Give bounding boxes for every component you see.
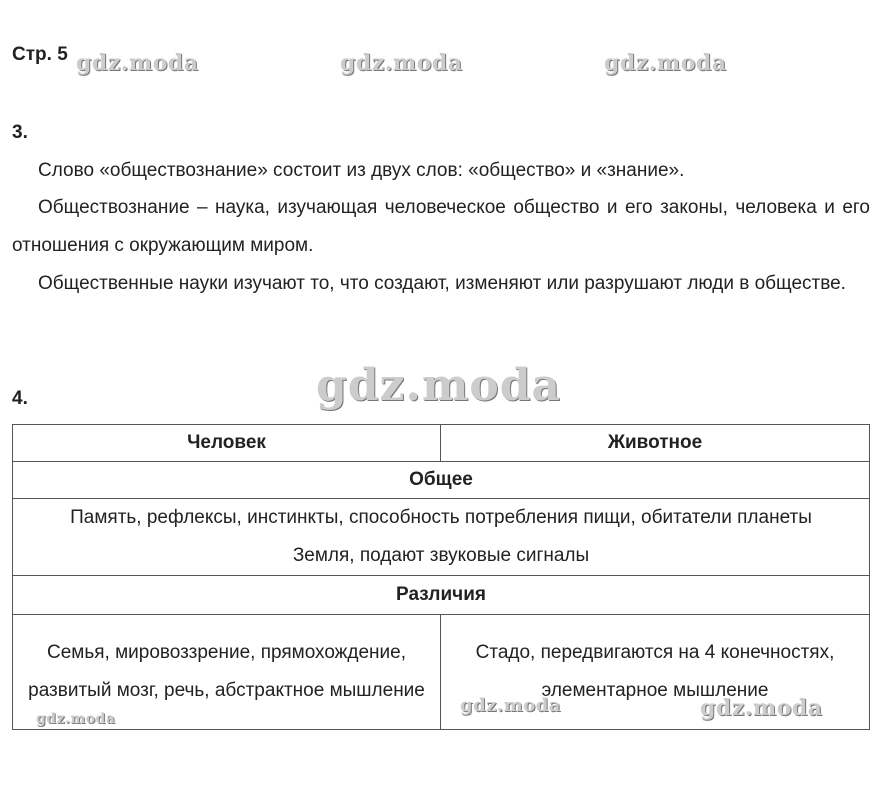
differences-human-cell: Семья, мировоззрение, прямохождение, развитый мозг, речь, абстрактное мышление [13,615,441,730]
watermark: gdz.moda [340,50,463,76]
task-3-paragraph-1: Слово «обществознание» состоит из двух слов: «общество» и «знание». [38,160,685,181]
task-3-paragraph-3: Общественные науки изучают то, что создают, изменяют или разрушают люди в обществе. [38,273,846,294]
differences-header: Различия [13,576,870,615]
page-label: Стр. 5 [12,44,68,65]
table-row [13,499,870,576]
watermark: gdz.moda [76,50,199,76]
column-header-animal: Животное [441,425,870,462]
watermark: gdz.moda [604,50,727,76]
task-3-number: 3. [12,122,28,143]
table-row [13,576,870,615]
comparison-table [12,424,870,730]
task-4-number: 4. [12,388,28,409]
task-3-paragraph-2: Обществознание – наука, изучающая человеческое общество и его законы, человека и его отношения с окружающим миром. [12,197,870,256]
watermark: gdz.moda [36,711,116,727]
table-row [13,425,870,462]
watermark: gdz.moda [316,360,562,411]
differences-animal-cell: Стадо, передвигаются на 4 конечностях, элементарное мышление [441,615,870,730]
watermark: gdz.moda [700,695,823,721]
common-header: Общее [13,462,870,499]
column-header-human: Человек [13,425,441,462]
common-cell: Память, рефлексы, инстинкты, способность потребления пищи, обитатели планеты Земля, подают звуковые сигналы [13,499,870,576]
table-row [13,462,870,499]
watermark: gdz.moda [460,695,561,716]
